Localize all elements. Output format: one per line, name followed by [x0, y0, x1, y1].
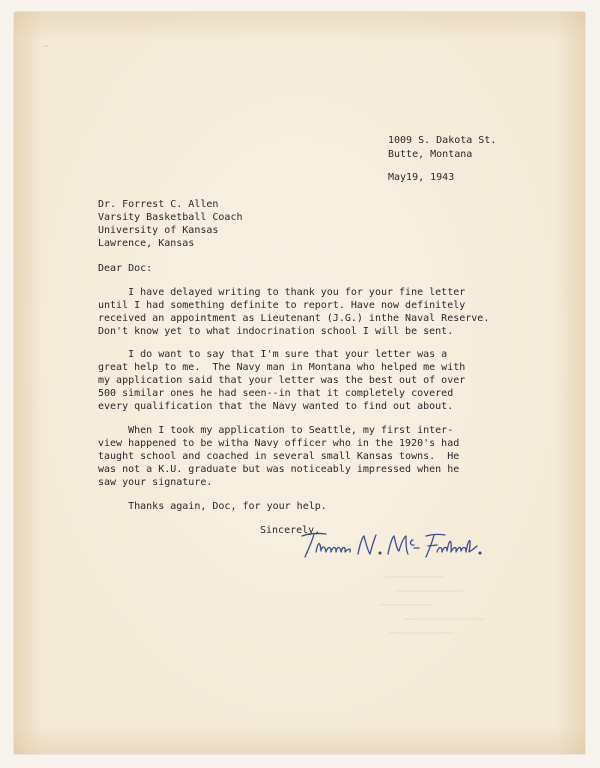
salutation: Dear Doc:: [98, 263, 153, 274]
letter-page: [14, 12, 585, 754]
paragraph-line: every qualification that the Navy wanted to find out about.: [98, 401, 454, 412]
show-through-marks: [374, 567, 494, 647]
paragraph-line: Thanks again, Doc, for your help.: [98, 501, 327, 512]
paragraph-line: 500 similar ones he had seen--in that it completely covered: [98, 388, 454, 399]
recipient-institution: University of Kansas: [98, 225, 219, 236]
paragraph-line: view happened to be witha Navy officer who in the 1920's had: [98, 438, 460, 449]
paragraph-line: taught school and coached in several small Kansas towns. He: [98, 451, 460, 462]
paragraph-line: saw your signature.: [98, 477, 213, 488]
pencil-mark: ~: [42, 42, 50, 52]
recipient-title: Varsity Basketball Coach: [98, 212, 243, 223]
return-address-city: Butte, Montana: [388, 149, 473, 160]
paragraph-line: I have delayed writing to thank you for your fine letter: [98, 287, 466, 298]
paragraph-line: I do want to say that I'm sure that your letter was a: [98, 349, 448, 360]
recipient-name: Dr. Forrest C. Allen: [98, 199, 219, 210]
signature-image: [296, 524, 486, 564]
paragraph-line: my application said that your letter was the best out of over: [98, 375, 466, 386]
paragraph-line: was not a K.U. graduate but was noticeably impressed when he: [98, 464, 460, 475]
paragraph-line: received an appointment as Lieutenant (J.G.) inthe Naval Reserve.: [98, 313, 490, 324]
letter-date: May19, 1943: [388, 172, 455, 183]
closing: Sincerely,: [260, 525, 321, 536]
recipient-city: Lawrence, Kansas: [98, 238, 195, 249]
paragraph-line: great help to me. The Navy man in Montana who helped me with: [98, 362, 466, 373]
paragraph-line: until I had something definite to report. Have now definitely: [98, 300, 466, 311]
return-address-street: 1009 S. Dakota St.: [388, 135, 497, 146]
paragraph-line: When I took my application to Seattle, my first inter-: [98, 425, 454, 436]
paragraph-line: Don't know yet to what indocrination school I will be sent.: [98, 326, 454, 337]
